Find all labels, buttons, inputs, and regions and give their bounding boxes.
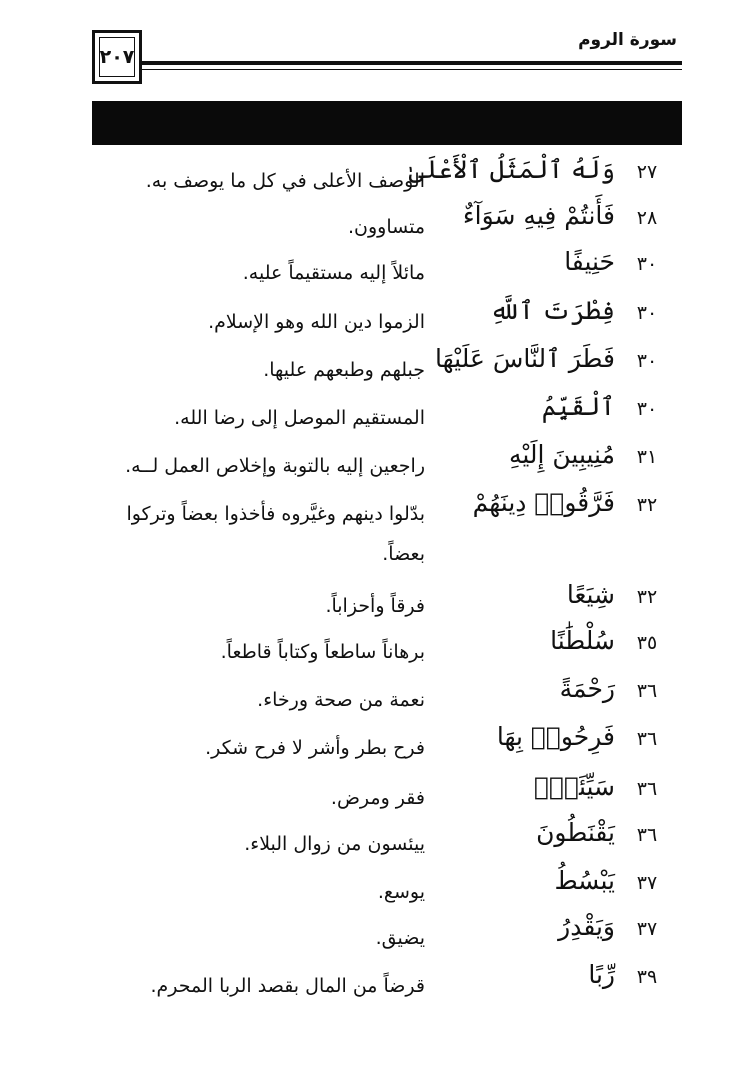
verse-number: ٣٥ (636, 632, 658, 654)
quran-word: شِيَعًا (566, 580, 615, 609)
word-meaning: الزموا دين الله وهو الإسلام. (208, 311, 425, 333)
word-meaning: ييئسون من زوال البلاء. (244, 833, 425, 855)
quran-word: ٱلْقَيِّمُ (541, 392, 615, 421)
verse-number: ٣٧ (636, 918, 658, 940)
word-meaning: نعمة من صحة ورخاء. (257, 689, 425, 711)
quran-word: فَرِحُوا۟ بِهَا (496, 722, 615, 751)
verse-number: ٣٩ (636, 966, 658, 988)
quran-word: وَيَقْدِرُ (558, 912, 615, 941)
verse-number: ٣١ (636, 446, 658, 468)
quran-word: يَبْسُطُ (554, 866, 615, 895)
quran-word: رَحْمَةً (559, 674, 615, 703)
quran-word: يَقْنَطُونَ (536, 818, 615, 847)
verse-number: ٣٠ (636, 302, 658, 324)
word-meaning: مائلاً إليه مستقيماً عليه. (242, 262, 425, 284)
quran-word: حَنِيفًا (564, 247, 615, 276)
word-meaning: يضيق. (375, 927, 425, 949)
quran-word: فَرَّقُوا۟ دِينَهُمْ (472, 488, 615, 517)
quran-word: وَلَهُ ٱلْمَثَلُ ٱلْأَعْلَىٰ (408, 155, 615, 184)
word-meaning: المستقيم الموصل إلى رضا الله. (174, 407, 425, 429)
quran-word: سُلْطَٰنًا (550, 626, 615, 655)
verse-number: ٣٦ (636, 680, 658, 702)
word-meaning: الوصف الأعلى في كل ما يوصف به. (145, 170, 425, 192)
quran-word: فَأَنتُمْ فِيهِ سَوَآءٌ (462, 201, 615, 230)
verse-number: ٣٦ (636, 778, 658, 800)
verse-number: ٣٦ (636, 824, 658, 846)
verse-number: ٣٢ (636, 586, 658, 608)
word-meaning: فرقاً وأحزاباً. (325, 595, 425, 617)
word-meaning: متساوون. (348, 216, 425, 238)
verse-number: ٣٠ (636, 398, 658, 420)
verse-number: ٣٠ (636, 350, 658, 372)
word-meaning: راجعين إليه بالتوبة وإخلاص العمل لــه. (125, 455, 425, 477)
verse-number: ٣٧ (636, 872, 658, 894)
quran-word: فِطْرَتَ ٱللَّهِ (489, 296, 615, 325)
quran-word: سَيِّئَةٌۢ (533, 772, 615, 801)
word-meaning: فرح بطر وأشر لا فرح شكر. (205, 737, 425, 759)
verse-number: ٣٠ (636, 253, 658, 275)
verse-number: ٢٨ (636, 207, 658, 229)
word-meaning: يوسع. (377, 881, 425, 903)
quran-word: مُنِيبِينَ إِلَيْهِ (508, 440, 615, 469)
verse-number: ٢٧ (636, 161, 658, 183)
word-meaning: بدّلوا دينهم وغيَّروه فأخذوا بعضاً وتركوا بعضاً. (126, 503, 425, 565)
surah-title: سورة الروم (578, 30, 677, 50)
word-meaning: فقر ومرض. (330, 787, 425, 809)
page-number: ٢٠٧ (92, 30, 142, 84)
word-meaning: قرضاً من المال بقصد الربا المحرم. (150, 975, 425, 997)
word-meaning: جبلهم وطبعهم عليها. (263, 359, 425, 381)
quran-word: رِّبًا (588, 960, 615, 989)
word-meaning: برهاناً ساطعاً وكتاباً قاطعاً. (220, 641, 425, 663)
verse-number: ٣٢ (636, 494, 658, 516)
verse-number: ٣٦ (636, 728, 658, 750)
quran-word: فَطَرَ ٱلنَّاسَ عَلَيْهَا (435, 344, 615, 373)
